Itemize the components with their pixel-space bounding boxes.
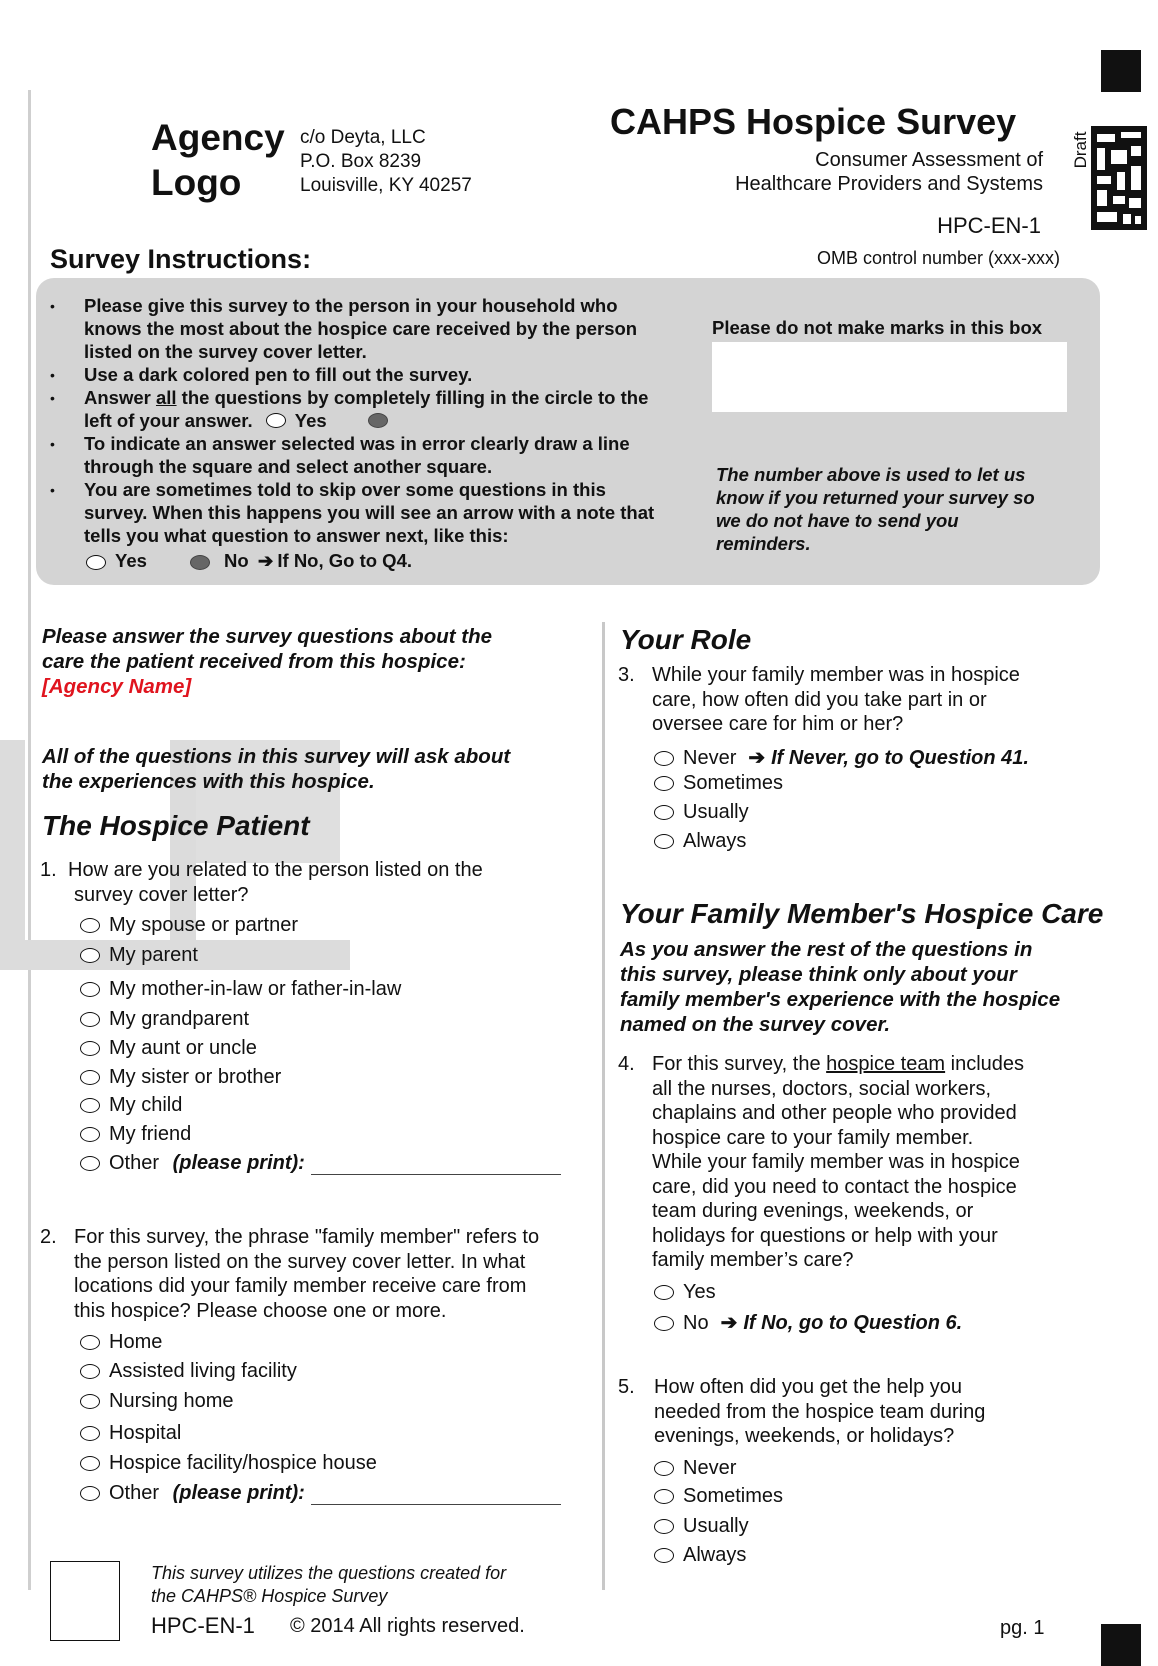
return-address bbox=[300, 126, 472, 198]
footer-code: HPC-EN-1 bbox=[151, 1613, 255, 1638]
radio-circle[interactable] bbox=[654, 1461, 674, 1476]
q1-option[interactable]: My friend bbox=[80, 1123, 191, 1146]
q3-option[interactable]: Usually bbox=[654, 801, 749, 824]
radio-circle[interactable] bbox=[80, 1070, 100, 1085]
q4-option[interactable]: Yes bbox=[654, 1281, 716, 1304]
intro-text: Please answer the survey questions about the care the patient received from this hospice: [Agency Name] bbox=[42, 625, 493, 698]
q5-option[interactable]: Never bbox=[654, 1457, 736, 1480]
section-title-hospice-care: Your Family Member's Hospice Care bbox=[620, 898, 1104, 929]
radio-circle[interactable] bbox=[654, 751, 674, 766]
q1-option[interactable]: My mother-in-law or father-in-law bbox=[80, 978, 401, 1001]
instruction-3: Answer all the questions by completely filling in the circle to the left of your answer. Yes bbox=[84, 387, 649, 431]
instruction-4: To indicate an answer selected was in error clearly draw a line through the square and select another square. bbox=[84, 433, 630, 477]
q1-option[interactable]: My spouse or partner bbox=[80, 914, 298, 937]
q2-option[interactable]: Home bbox=[80, 1331, 162, 1354]
radio-circle[interactable] bbox=[80, 982, 100, 997]
instruction-1: Please give this survey to the person in your household who knows the most about the hospice care received by the person listed on the survey cover letter. bbox=[84, 295, 638, 362]
q3-option[interactable]: Sometimes bbox=[654, 772, 783, 795]
other-text-field[interactable] bbox=[311, 1482, 561, 1505]
agency-logo-line1: Agency bbox=[151, 117, 285, 158]
registration-mark-top bbox=[1101, 50, 1141, 92]
radio-circle[interactable] bbox=[654, 834, 674, 849]
draft-label: Draft bbox=[1071, 131, 1090, 169]
address-line: P.O. Box 8239 bbox=[300, 151, 422, 172]
section-title-your-role: Your Role bbox=[620, 624, 752, 655]
skip-example: Yes No ➔ If No, Go to Q4. bbox=[86, 550, 412, 572]
barcode-icon bbox=[1091, 126, 1147, 230]
no-marks-label: Please do not make marks in this box bbox=[712, 317, 1043, 338]
radio-circle[interactable] bbox=[80, 948, 100, 963]
q5-option[interactable]: Sometimes bbox=[654, 1485, 783, 1508]
q4-option[interactable]: No ➔ If No, go to Question 6. bbox=[654, 1310, 962, 1335]
form-code: HPC-EN-1 bbox=[937, 213, 1041, 238]
q1-option[interactable]: My aunt or uncle bbox=[80, 1037, 257, 1060]
no-marks-note: The number above is used to let us know if you returned your survey so we do not have to send you reminders. bbox=[716, 464, 1035, 554]
checkbox-circle[interactable] bbox=[80, 1426, 100, 1441]
checkbox-circle[interactable] bbox=[80, 1456, 100, 1471]
checkbox-circle[interactable] bbox=[80, 1335, 100, 1350]
radio-circle[interactable] bbox=[654, 1316, 674, 1331]
address-line: c/o Deyta, LLC bbox=[300, 127, 426, 148]
omb-number: OMB control number (xxx-xxx) bbox=[816, 248, 1060, 268]
address-line: Louisville, KY 40257 bbox=[300, 175, 472, 196]
q1-option[interactable]: My grandparent bbox=[80, 1008, 249, 1031]
checkbox-circle[interactable] bbox=[80, 1364, 100, 1379]
section-title-hospice-patient: The Hospice Patient bbox=[42, 810, 310, 841]
q5-option[interactable]: Always bbox=[654, 1544, 746, 1567]
radio-circle[interactable] bbox=[654, 1285, 674, 1300]
q3-option[interactable]: Always bbox=[654, 830, 746, 853]
instructions-panel: • Please give this survey to the person in your household who knows the most about the hospice care received by the person listed on the survey cover letter. • Use a dark colored pen to fill out the survey. • Answer all the questions by completely filling in the circle to the left of your answer. Yes • To indicate an answer selected was in error clearly draw a line through the square and select another square. • You are sometimes told to skip over some questions in this survey. When this happens you will see an arrow with a note that tells you what question to answer next, like this: Yes No ➔ If No, Go to Q4. Please do not make marks in this box The number above is used to let us know if you returned your survey so we do not have to send you reminders. bbox=[36, 278, 1100, 585]
q2-option[interactable]: Assisted living facility bbox=[80, 1360, 297, 1383]
other-text-field[interactable] bbox=[311, 1152, 561, 1175]
subtitle-line: Healthcare Providers and Systems bbox=[735, 173, 1043, 195]
arrow-icon: ➔ bbox=[257, 550, 274, 571]
survey-title: CAHPS Hospice Survey bbox=[610, 101, 1017, 142]
q2-option[interactable]: Hospital bbox=[80, 1422, 181, 1445]
checkbox-circle[interactable] bbox=[80, 1486, 100, 1501]
radio-circle[interactable] bbox=[80, 1127, 100, 1142]
radio-circle[interactable] bbox=[654, 1548, 674, 1563]
radio-circle[interactable] bbox=[654, 1489, 674, 1504]
footer-copyright: © 2014 All rights reserved. bbox=[290, 1615, 525, 1637]
q5-option[interactable]: Usually bbox=[654, 1515, 749, 1538]
radio-circle[interactable] bbox=[654, 805, 674, 820]
q1-option[interactable]: My child bbox=[80, 1094, 182, 1117]
intro-text-2: All of the questions in this survey will ask about the experiences with this hospice. bbox=[42, 745, 511, 793]
q3-option[interactable]: Never ➔ If Never, go to Question 41. bbox=[654, 745, 1029, 770]
radio-circle[interactable] bbox=[80, 1012, 100, 1027]
survey-subtitle bbox=[735, 148, 1043, 196]
care-intro: As you answer the rest of the questions in this survey, please think only about your family member's experience with the hospice named on the survey cover. bbox=[620, 938, 1061, 1036]
footer-note: This survey utilizes the questions created for the CAHPS® Hospice Survey bbox=[151, 1563, 507, 1606]
q2-option[interactable]: Nursing home bbox=[80, 1390, 234, 1413]
checkbox-circle[interactable] bbox=[80, 1394, 100, 1409]
agency-logo-line2: Logo bbox=[151, 162, 242, 203]
subtitle-line: Consumer Assessment of bbox=[815, 149, 1043, 171]
footer-id-box bbox=[50, 1561, 120, 1641]
radio-circle[interactable] bbox=[654, 776, 674, 791]
arrow-icon: ➔ bbox=[720, 1312, 738, 1334]
q2-option-other[interactable]: Other (please print): bbox=[80, 1482, 561, 1505]
radio-circle[interactable] bbox=[80, 918, 100, 933]
instruction-5: You are sometimes told to skip over some questions in this survey. When this happens you will see an arrow with a note that tells you what question to answer next, like this: bbox=[84, 479, 655, 546]
example-yes-circle bbox=[86, 555, 106, 570]
q2-option[interactable]: Hospice facility/hospice house bbox=[80, 1452, 377, 1475]
registration-mark-bottom bbox=[1101, 1624, 1141, 1666]
radio-circle[interactable] bbox=[80, 1156, 100, 1171]
q1-option[interactable]: My parent bbox=[80, 944, 198, 967]
agency-name: [Agency Name] bbox=[42, 675, 192, 698]
radio-circle[interactable] bbox=[80, 1041, 100, 1056]
q1-option[interactable]: My sister or brother bbox=[80, 1066, 281, 1089]
arrow-icon: ➔ bbox=[748, 747, 766, 769]
no-marks-box bbox=[712, 342, 1067, 412]
q1-option-other[interactable]: Other (please print): bbox=[80, 1152, 561, 1175]
example-empty-circle bbox=[266, 413, 286, 428]
example-filled-circle bbox=[368, 413, 388, 428]
column-divider bbox=[602, 622, 605, 1590]
example-no-circle bbox=[190, 555, 210, 570]
radio-circle[interactable] bbox=[654, 1519, 674, 1534]
instruction-2: Use a dark colored pen to fill out the survey. bbox=[84, 364, 473, 385]
page-number: pg. 1 bbox=[1000, 1617, 1045, 1639]
instructions-heading: Survey Instructions: bbox=[50, 244, 312, 274]
radio-circle[interactable] bbox=[80, 1098, 100, 1113]
